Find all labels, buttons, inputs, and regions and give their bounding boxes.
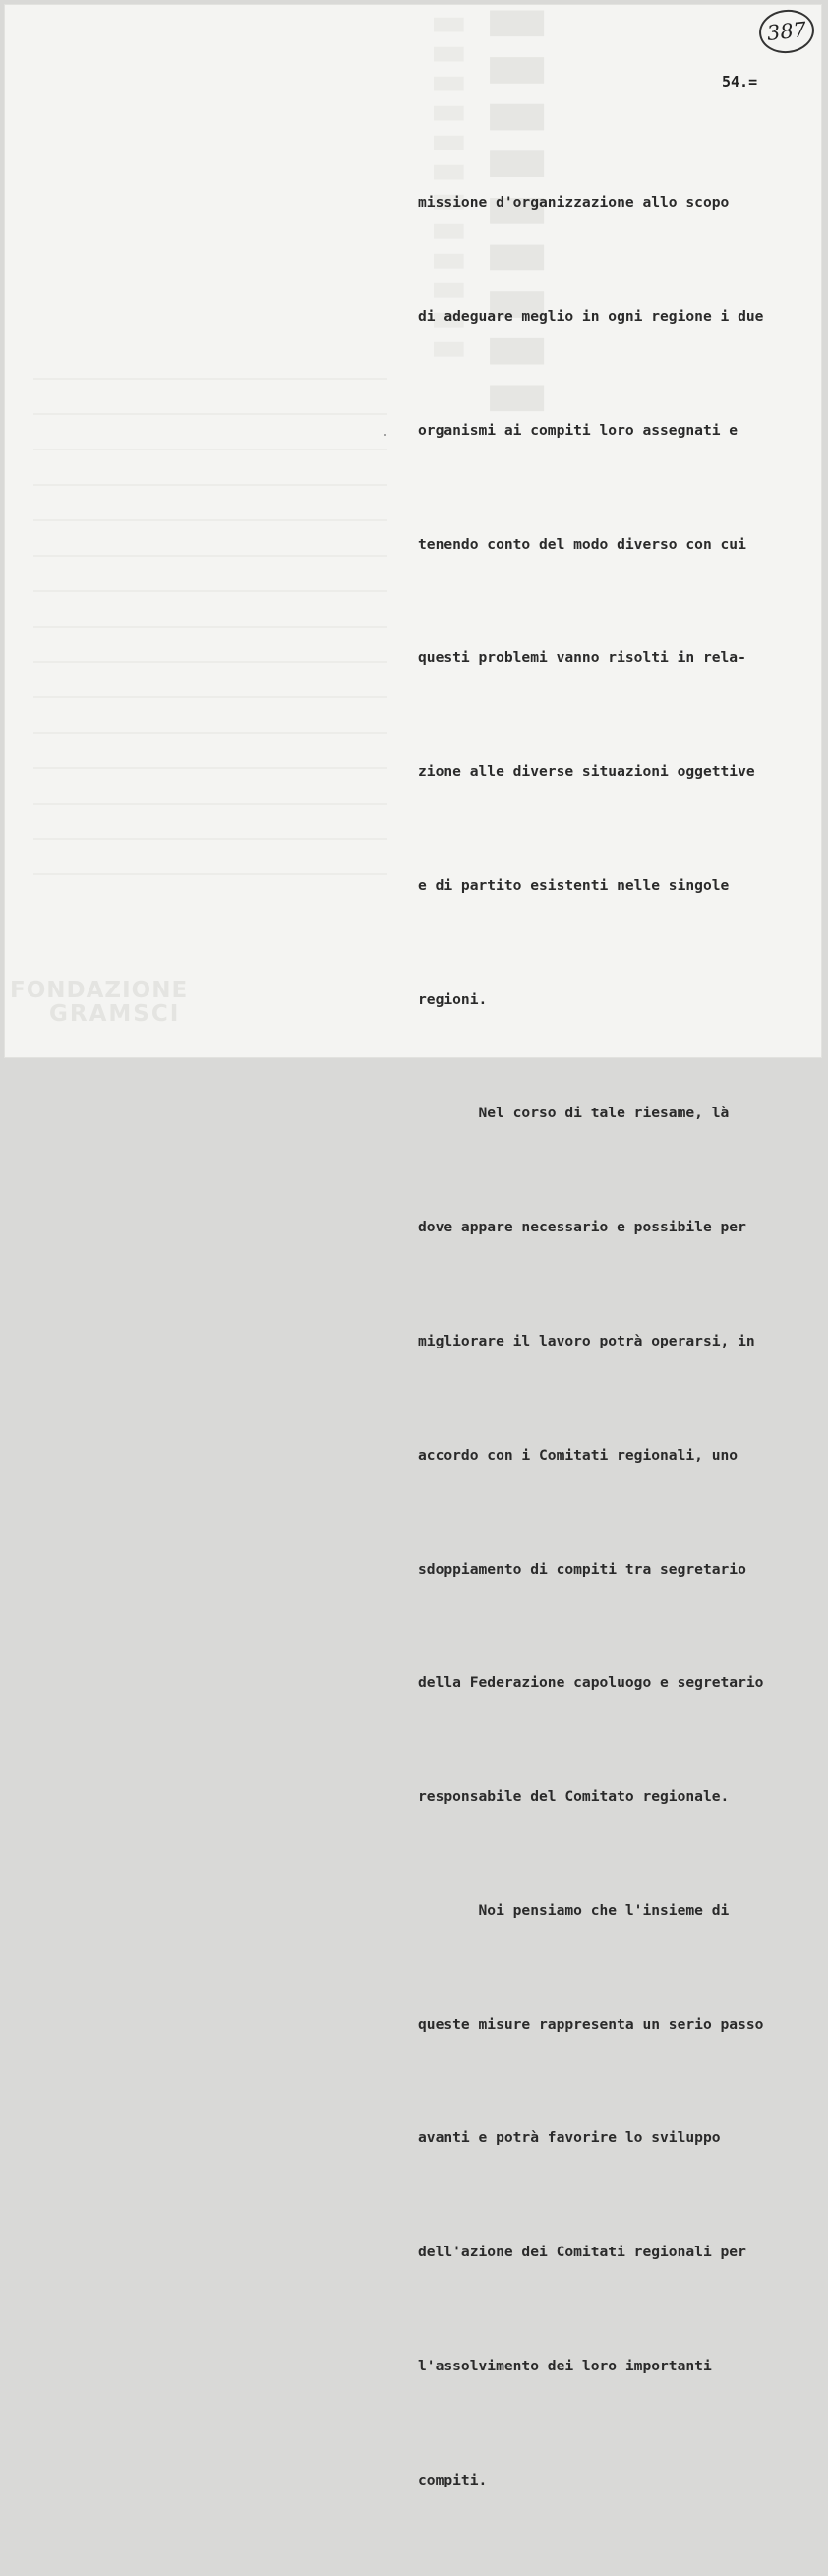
text-line: responsabile del Comitato regionale.	[418, 1788, 730, 1806]
text-line: accordo con i Comitati regionali, uno	[418, 1446, 739, 1464]
text-line: di adeguare meglio in ogni regione i due	[418, 307, 764, 325]
text-line: organismi ai compiti loro assegnati e	[418, 421, 739, 439]
text-line: zione alle diverse situazioni oggettive	[418, 763, 755, 781]
text-line: l'assolvimento dei loro importanti	[418, 2358, 712, 2375]
typed-body-text	[418, 108, 821, 2576]
text-line: missione d'organizzazione allo scopo	[418, 194, 730, 211]
watermark-line-2: GRAMSCI	[49, 1001, 181, 1027]
text-line: tenendo conto del modo diverso con cui	[418, 535, 746, 553]
text-line: regioni.	[418, 990, 488, 1008]
text-line: dell'azione dei Comitati regionali per	[418, 2244, 746, 2261]
show-through-bleed: ▮▮▮▮▮▮▮▮▮	[482, 4, 564, 426]
archive-page-number: 387	[757, 7, 816, 56]
text-line: migliorare il lavoro potrà operarsi, in	[418, 1333, 755, 1349]
text-line: sdoppiamento di compiti tra segretario	[418, 1560, 746, 1578]
text-line: Nel corso di tale riesame, là	[418, 1105, 730, 1122]
page-reference: 54.=	[722, 73, 758, 90]
text-line: avanti e potrà favorire lo sviluppo	[418, 2129, 721, 2147]
text-line: e di partito esistenti nelle singole	[418, 876, 730, 894]
text-line: compiti.	[418, 2471, 488, 2488]
watermark-line-1: FONDAZIONE	[10, 978, 189, 1003]
text-line: Noi pensiamo che l'insieme di	[418, 1901, 730, 1919]
text-line: queste misure rappresenta un serio passo	[418, 2015, 764, 2033]
show-through-text-lines	[33, 378, 387, 909]
text-line: dove appare necessario e possibile per	[418, 1219, 746, 1236]
show-through-bleed-secondary: ▮▮▮▮▮▮▮▮▮▮▮▮	[429, 14, 474, 369]
ink-speck	[384, 434, 386, 436]
text-line: della Federazione capoluogo e segretario	[418, 1674, 764, 1692]
fondazione-gramsci-logo-icon	[10, 978, 188, 1027]
document-page	[4, 4, 822, 2488]
text-line: questi problemi vanno risolti in rela-	[418, 649, 746, 667]
